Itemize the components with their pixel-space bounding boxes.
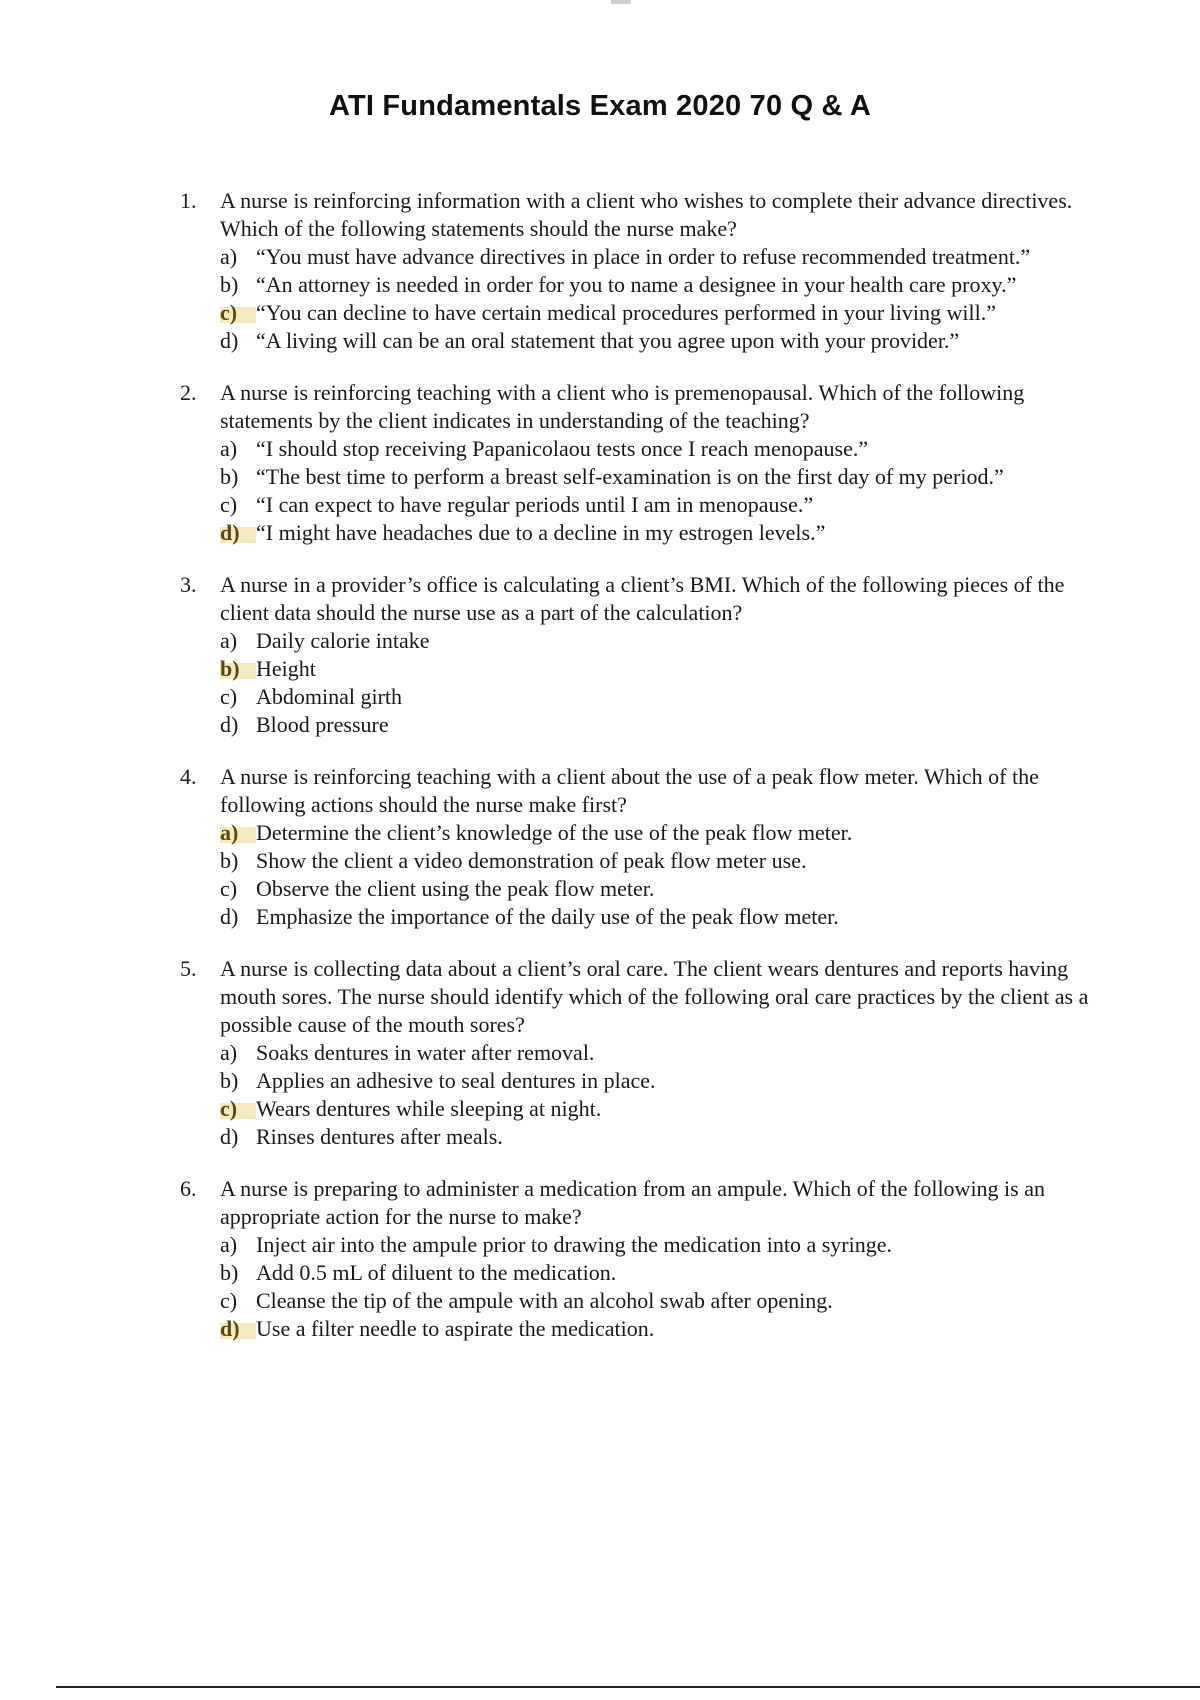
option-text: “A living will can be an oral statement that you agree upon with your provider.”: [256, 328, 960, 353]
option-letter: a): [220, 244, 238, 269]
option-text: “You must have advance directives in place in order to refuse recommended treatment.”: [256, 244, 1031, 269]
question-text: A nurse is reinforcing teaching with a client about the use of a peak flow meter. Which of the following actions should the nurse make first?: [220, 764, 1039, 817]
question-list: [180, 187, 1090, 1367]
question-6: [180, 1175, 1090, 1343]
question-number: 6.: [180, 1176, 197, 1201]
option-d: [220, 1315, 1090, 1343]
option-letter: b): [220, 655, 256, 683]
option-letter: d): [220, 712, 239, 737]
option-a: [220, 243, 1090, 271]
option-b: [220, 847, 1090, 875]
document-title: ATI Fundamentals Exam 2020 70 Q & A: [328, 90, 872, 122]
question-number: 3.: [180, 572, 197, 597]
option-text: “I might have headaches due to a decline in my estrogen levels.”: [256, 520, 826, 545]
question-3: [180, 571, 1090, 739]
option-a: [220, 819, 1090, 847]
option-letter: c): [220, 684, 238, 709]
option-a: [220, 627, 1090, 655]
option-letter: a): [220, 1040, 238, 1065]
question-number: 1.: [180, 188, 197, 213]
option-text: “You can decline to have certain medical procedures performed in your living will.”: [256, 300, 997, 325]
option-letter: c): [220, 876, 238, 901]
option-letter: d): [220, 904, 239, 929]
option-text: Observe the client using the peak flow meter.: [256, 876, 655, 901]
option-b: [220, 463, 1090, 491]
question-number: 4.: [180, 764, 197, 789]
option-text: Determine the client’s knowledge of the use of the peak flow meter.: [256, 820, 853, 845]
option-c: [220, 491, 1090, 519]
question-5: [180, 955, 1090, 1151]
option-a: [220, 1231, 1090, 1259]
option-text: “The best time to perform a breast self-examination is on the first day of my period.”: [256, 464, 1004, 489]
option-letter: b): [220, 272, 239, 297]
page-top-mark: [611, 0, 631, 4]
option-text: Inject air into the ampule prior to drawing the medication into a syringe.: [256, 1232, 892, 1257]
option-c: [220, 1095, 1090, 1123]
option-b: [220, 655, 1090, 683]
option-text: Emphasize the importance of the daily use of the peak flow meter.: [256, 904, 839, 929]
option-d: [220, 519, 1090, 547]
question-4: [180, 763, 1090, 931]
option-list: [180, 435, 1090, 547]
option-letter: d): [220, 1124, 239, 1149]
option-list: [180, 819, 1090, 931]
option-list: [180, 1039, 1090, 1151]
option-letter: a): [220, 628, 238, 653]
option-letter: b): [220, 464, 239, 489]
option-text: Show the client a video demonstration of peak flow meter use.: [256, 848, 807, 873]
option-text: Height: [256, 656, 316, 681]
option-c: [220, 1287, 1090, 1315]
option-text: Abdominal girth: [256, 684, 403, 709]
option-b: [220, 1067, 1090, 1095]
option-a: [220, 1039, 1090, 1067]
option-letter: d): [220, 519, 256, 547]
option-letter: d): [220, 328, 239, 353]
option-text: Soaks dentures in water after removal.: [256, 1040, 595, 1065]
option-b: [220, 271, 1090, 299]
option-c: [220, 683, 1090, 711]
option-d: [220, 1123, 1090, 1151]
option-letter: c): [220, 1288, 238, 1313]
option-list: [180, 1231, 1090, 1343]
option-c: [220, 875, 1090, 903]
option-list: [180, 627, 1090, 739]
option-text: Use a filter needle to aspirate the medication.: [256, 1316, 655, 1341]
option-letter: d): [220, 1315, 256, 1343]
option-letter: a): [220, 436, 238, 461]
bottom-rule: [56, 1686, 1200, 1688]
question-text: A nurse in a provider’s office is calculating a client’s BMI. Which of the following pieces of the client data should the nurse use as a part of the calculation?: [220, 572, 1065, 625]
question-text: A nurse is reinforcing teaching with a client who is premenopausal. Which of the following statements by the client indicates in understanding of the teaching?: [220, 380, 1025, 433]
question-number: 5.: [180, 956, 197, 981]
option-d: [220, 711, 1090, 739]
option-text: Daily calorie intake: [256, 628, 430, 653]
option-text: Rinses dentures after meals.: [256, 1124, 503, 1149]
question-1: [180, 187, 1090, 355]
question-text: A nurse is preparing to administer a medication from an ampule. Which of the following is an appropriate action for the nurse to make?: [220, 1176, 1045, 1229]
option-letter: c): [220, 1095, 256, 1123]
option-text: Cleanse the tip of the ampule with an alcohol swab after opening.: [256, 1288, 833, 1313]
option-a: [220, 435, 1090, 463]
option-list: [180, 243, 1090, 355]
option-text: “An attorney is needed in order for you to name a designee in your health care proxy.”: [256, 272, 1017, 297]
question-2: [180, 379, 1090, 547]
question-text: A nurse is reinforcing information with a client who wishes to complete their advance directives. Which of the following statements should the nurse make?: [220, 188, 1073, 241]
option-text: Add 0.5 mL of diluent to the medication.: [256, 1260, 617, 1285]
option-c: [220, 299, 1090, 327]
option-letter: c): [220, 299, 256, 327]
option-text: Wears dentures while sleeping at night.: [256, 1096, 602, 1121]
option-d: [220, 327, 1090, 355]
question-number: 2.: [180, 380, 197, 405]
option-letter: b): [220, 1260, 239, 1285]
question-text: A nurse is collecting data about a client’s oral care. The client wears dentures and reports having mouth sores. The nurse should identify which of the following oral care practices by the client as a possible cause of the mouth sores?: [220, 956, 1089, 1037]
option-letter: a): [220, 819, 256, 847]
option-letter: b): [220, 1068, 239, 1093]
option-b: [220, 1259, 1090, 1287]
option-text: Blood pressure: [256, 712, 389, 737]
option-d: [220, 903, 1090, 931]
option-letter: c): [220, 492, 238, 517]
option-text: “I can expect to have regular periods until I am in menopause.”: [256, 492, 814, 517]
option-text: Applies an adhesive to seal dentures in place.: [256, 1068, 656, 1093]
option-letter: a): [220, 1232, 238, 1257]
option-text: “I should stop receiving Papanicolaou tests once I reach menopause.”: [256, 436, 869, 461]
option-letter: b): [220, 848, 239, 873]
